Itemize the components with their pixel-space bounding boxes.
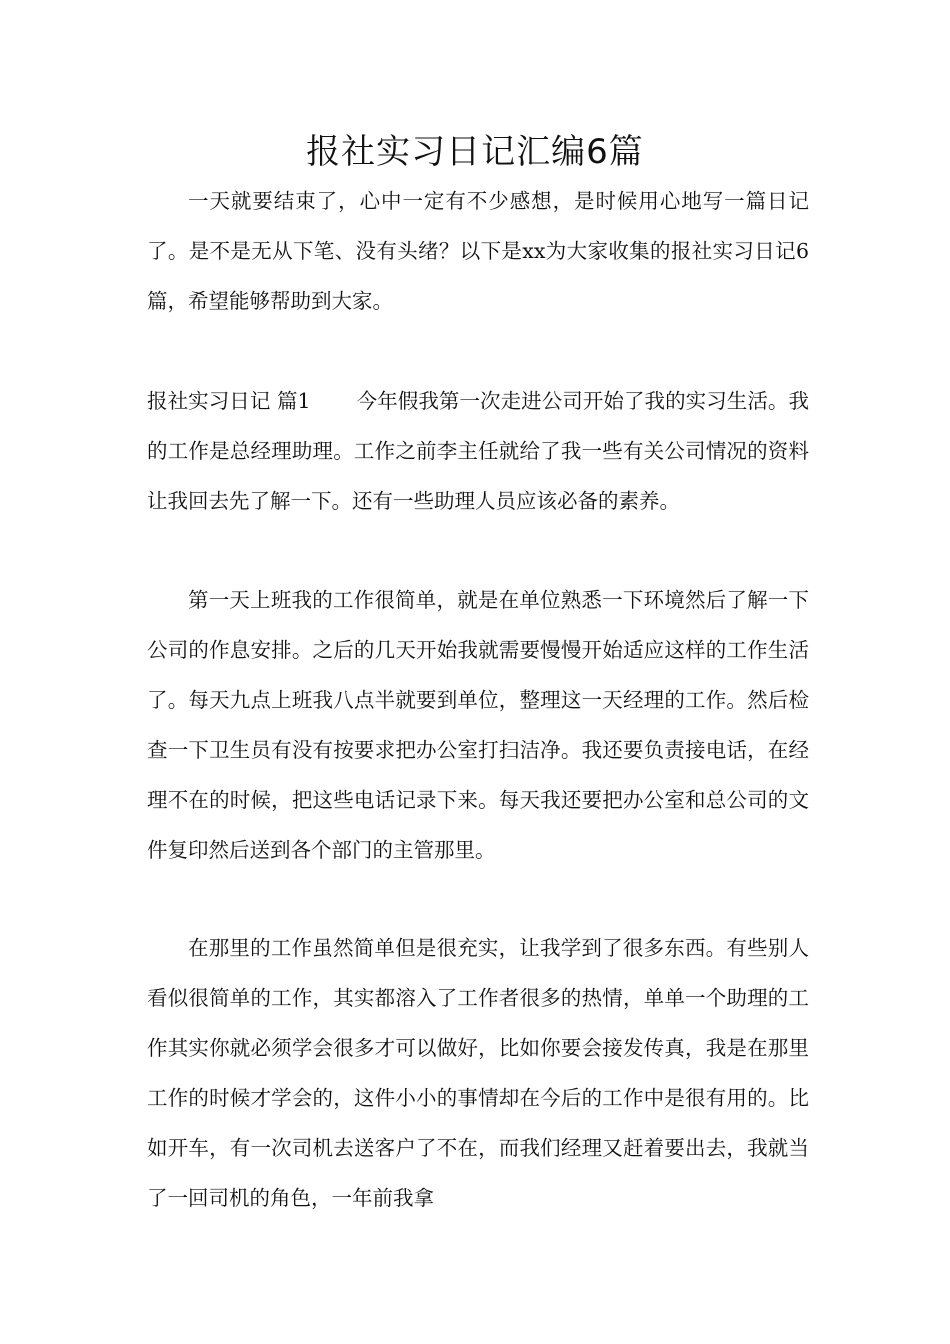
document-title: 报社实习日记汇编6篇: [306, 132, 644, 172]
section1-paragraph2: 第一天上班我的工作很简单，就是在单位熟悉一下环境然后了解一下公司的作息安排。之后的几天开始我就需要慢慢开始适应这样的工作生活了。每天九点上班我八点半就要到单位，整理这一天经理的工作。然后检查一下卫生员有没有按要求把办公室打扫洁净。我还要负责接电话，在经理不在的时候，把这些电话记录下来。每天我还要把办公室和总公司的文件复印然后送到各个部门的主管那里。: [147, 588, 809, 862]
intro-paragraph: 一天就要结束了，心中一定有不少感想，是时候用心地写一篇日记了。是不是无从下笔、没有头绪？以下是xx为大家收集的报社实习日记6篇，希望能够帮助到大家。: [147, 189, 809, 313]
section1-paragraph1: 今年假我第一次走进公司开始了我的实习生活。我的工作是总经理助理。工作之前李主任就给了我一些有关公司情况的资料让我回去先了解一下。还有一些助理人员应该必备的素养。: [147, 389, 809, 513]
section1-heading: 报社实习日记 篇1: [147, 389, 311, 413]
section1-first-paragraph: [147, 376, 809, 526]
section1-paragraph3: 在那里的工作虽然简单但是很充实，让我学到了很多东西。有些别人看似很简单的工作，其实都溶入了工作者很多的热情，单单一个助理的工作其实你就必须学会很多才可以做好，比如你要会接发传真，我是在那里工作的时候才学会的，这件小小的事情却在今后的工作中是很有用的。比如开车，有一次司机去送客户了不在，而我们经理又赶着要出去，我就当了一回司机的角色，一年前我拿: [147, 936, 809, 1210]
